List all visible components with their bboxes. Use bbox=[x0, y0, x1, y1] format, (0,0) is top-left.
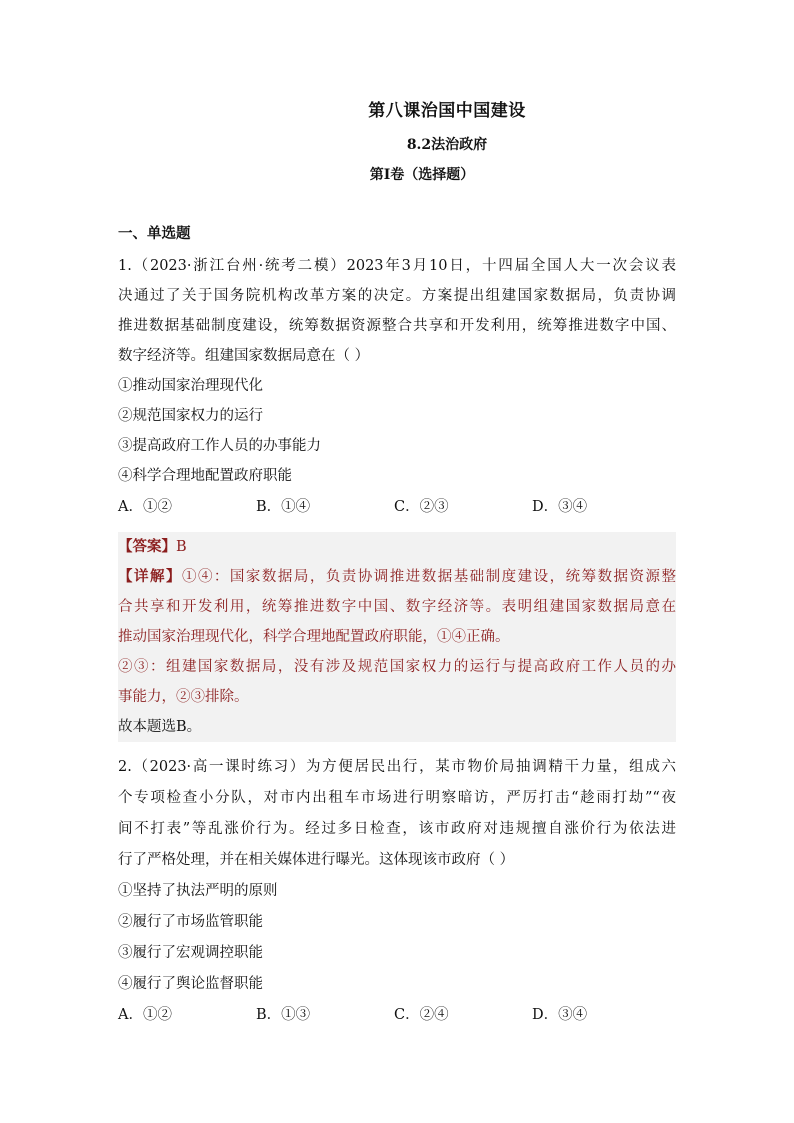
question-1-line: 推进数据基础制度建设，统筹数据资源整合共享和开发利用，统筹推进数字中国、 bbox=[118, 318, 676, 334]
detail-conclusion: 故本题选B。 bbox=[118, 719, 202, 735]
detail-line: ②③：组建国家数据局，没有涉及规范国家权力的运行与提高政府工作人员的办 bbox=[118, 659, 676, 675]
statement-1: ①推动国家治理现代化 bbox=[118, 378, 263, 394]
question-1-options bbox=[118, 491, 676, 522]
question-1-line: 数字经济等。组建国家数据局意在（ ） bbox=[118, 348, 370, 364]
question-1-line: 1.（2023·浙江台州·统考二模）2023年3月10日，十四届全国人大一次会议表 bbox=[118, 258, 676, 274]
lesson-title: 第八课治国中国建设 bbox=[368, 101, 526, 121]
option-b[interactable]: B．①③ bbox=[256, 1007, 311, 1023]
statement-2: ②规范国家权力的运行 bbox=[118, 408, 263, 424]
answer-value: B bbox=[176, 539, 187, 555]
question-2-line: 行了严格处理，并在相关媒体进行曝光。这体现该市政府（ ） bbox=[118, 852, 515, 868]
lesson-subtitle: 8.2法治政府 bbox=[406, 137, 488, 153]
statement-1: ①坚持了执法严明的原则 bbox=[118, 883, 278, 899]
question-2-line: 2.（2023·高一课时练习）为方便居民出行，某市物价局抽调精干力量，组成六 bbox=[118, 759, 676, 775]
question-2-options bbox=[118, 1000, 676, 1031]
option-b[interactable]: B．①④ bbox=[256, 498, 311, 515]
statement-3: ③履行了宏观调控职能 bbox=[118, 945, 263, 961]
question-2-line: 间不打表”等乱涨价行为。经过多日检查，该市政府对违规擅自涨价行为依法进 bbox=[118, 821, 676, 837]
section-title: 一、单选题 bbox=[118, 225, 191, 242]
detail-line: ①④：国家数据局，负责协调推进数据基础制度建设，统筹数据资源整 bbox=[181, 569, 677, 585]
statement-4: ④科学合理地配置政府职能 bbox=[118, 468, 292, 484]
answer-label: 【答案】 bbox=[118, 538, 176, 555]
option-c[interactable]: C．②③ bbox=[394, 498, 449, 515]
detail-line: 合共享和开发利用，统筹推进数字中国、数字经济等。表明组建国家数据局意在 bbox=[118, 599, 676, 615]
detail-line: 事能力，②③排除。 bbox=[118, 689, 249, 705]
option-a[interactable]: A．①② bbox=[118, 498, 172, 515]
question-1-line: 决通过了关于国务院机构改革方案的决定。方案提出组建国家数据局，负责协调 bbox=[118, 288, 676, 304]
statement-2: ②履行了市场监管职能 bbox=[118, 914, 263, 930]
option-d[interactable]: D．③④ bbox=[532, 1007, 588, 1023]
volume-heading: 第I卷（选择题） bbox=[369, 167, 475, 183]
question-2-line: 个专项检查小分队，对市内出租车市场进行明察暗访，严厉打击“趁雨打劫”“夜 bbox=[118, 790, 676, 806]
option-c[interactable]: C．②④ bbox=[394, 1007, 449, 1023]
question-1 bbox=[118, 251, 676, 522]
question-2 bbox=[118, 752, 676, 1031]
detail-line: 推动国家治理现代化，科学合理地配置政府职能，①④正确。 bbox=[118, 629, 510, 645]
detail-label: 【详解】 bbox=[118, 568, 182, 585]
option-a[interactable]: A．①② bbox=[118, 1007, 172, 1023]
statement-4: ④履行了舆论监督职能 bbox=[118, 976, 263, 992]
option-d[interactable]: D．③④ bbox=[532, 498, 588, 515]
answer-panel bbox=[118, 532, 676, 742]
statement-3: ③提高政府工作人员的办事能力 bbox=[118, 438, 321, 454]
